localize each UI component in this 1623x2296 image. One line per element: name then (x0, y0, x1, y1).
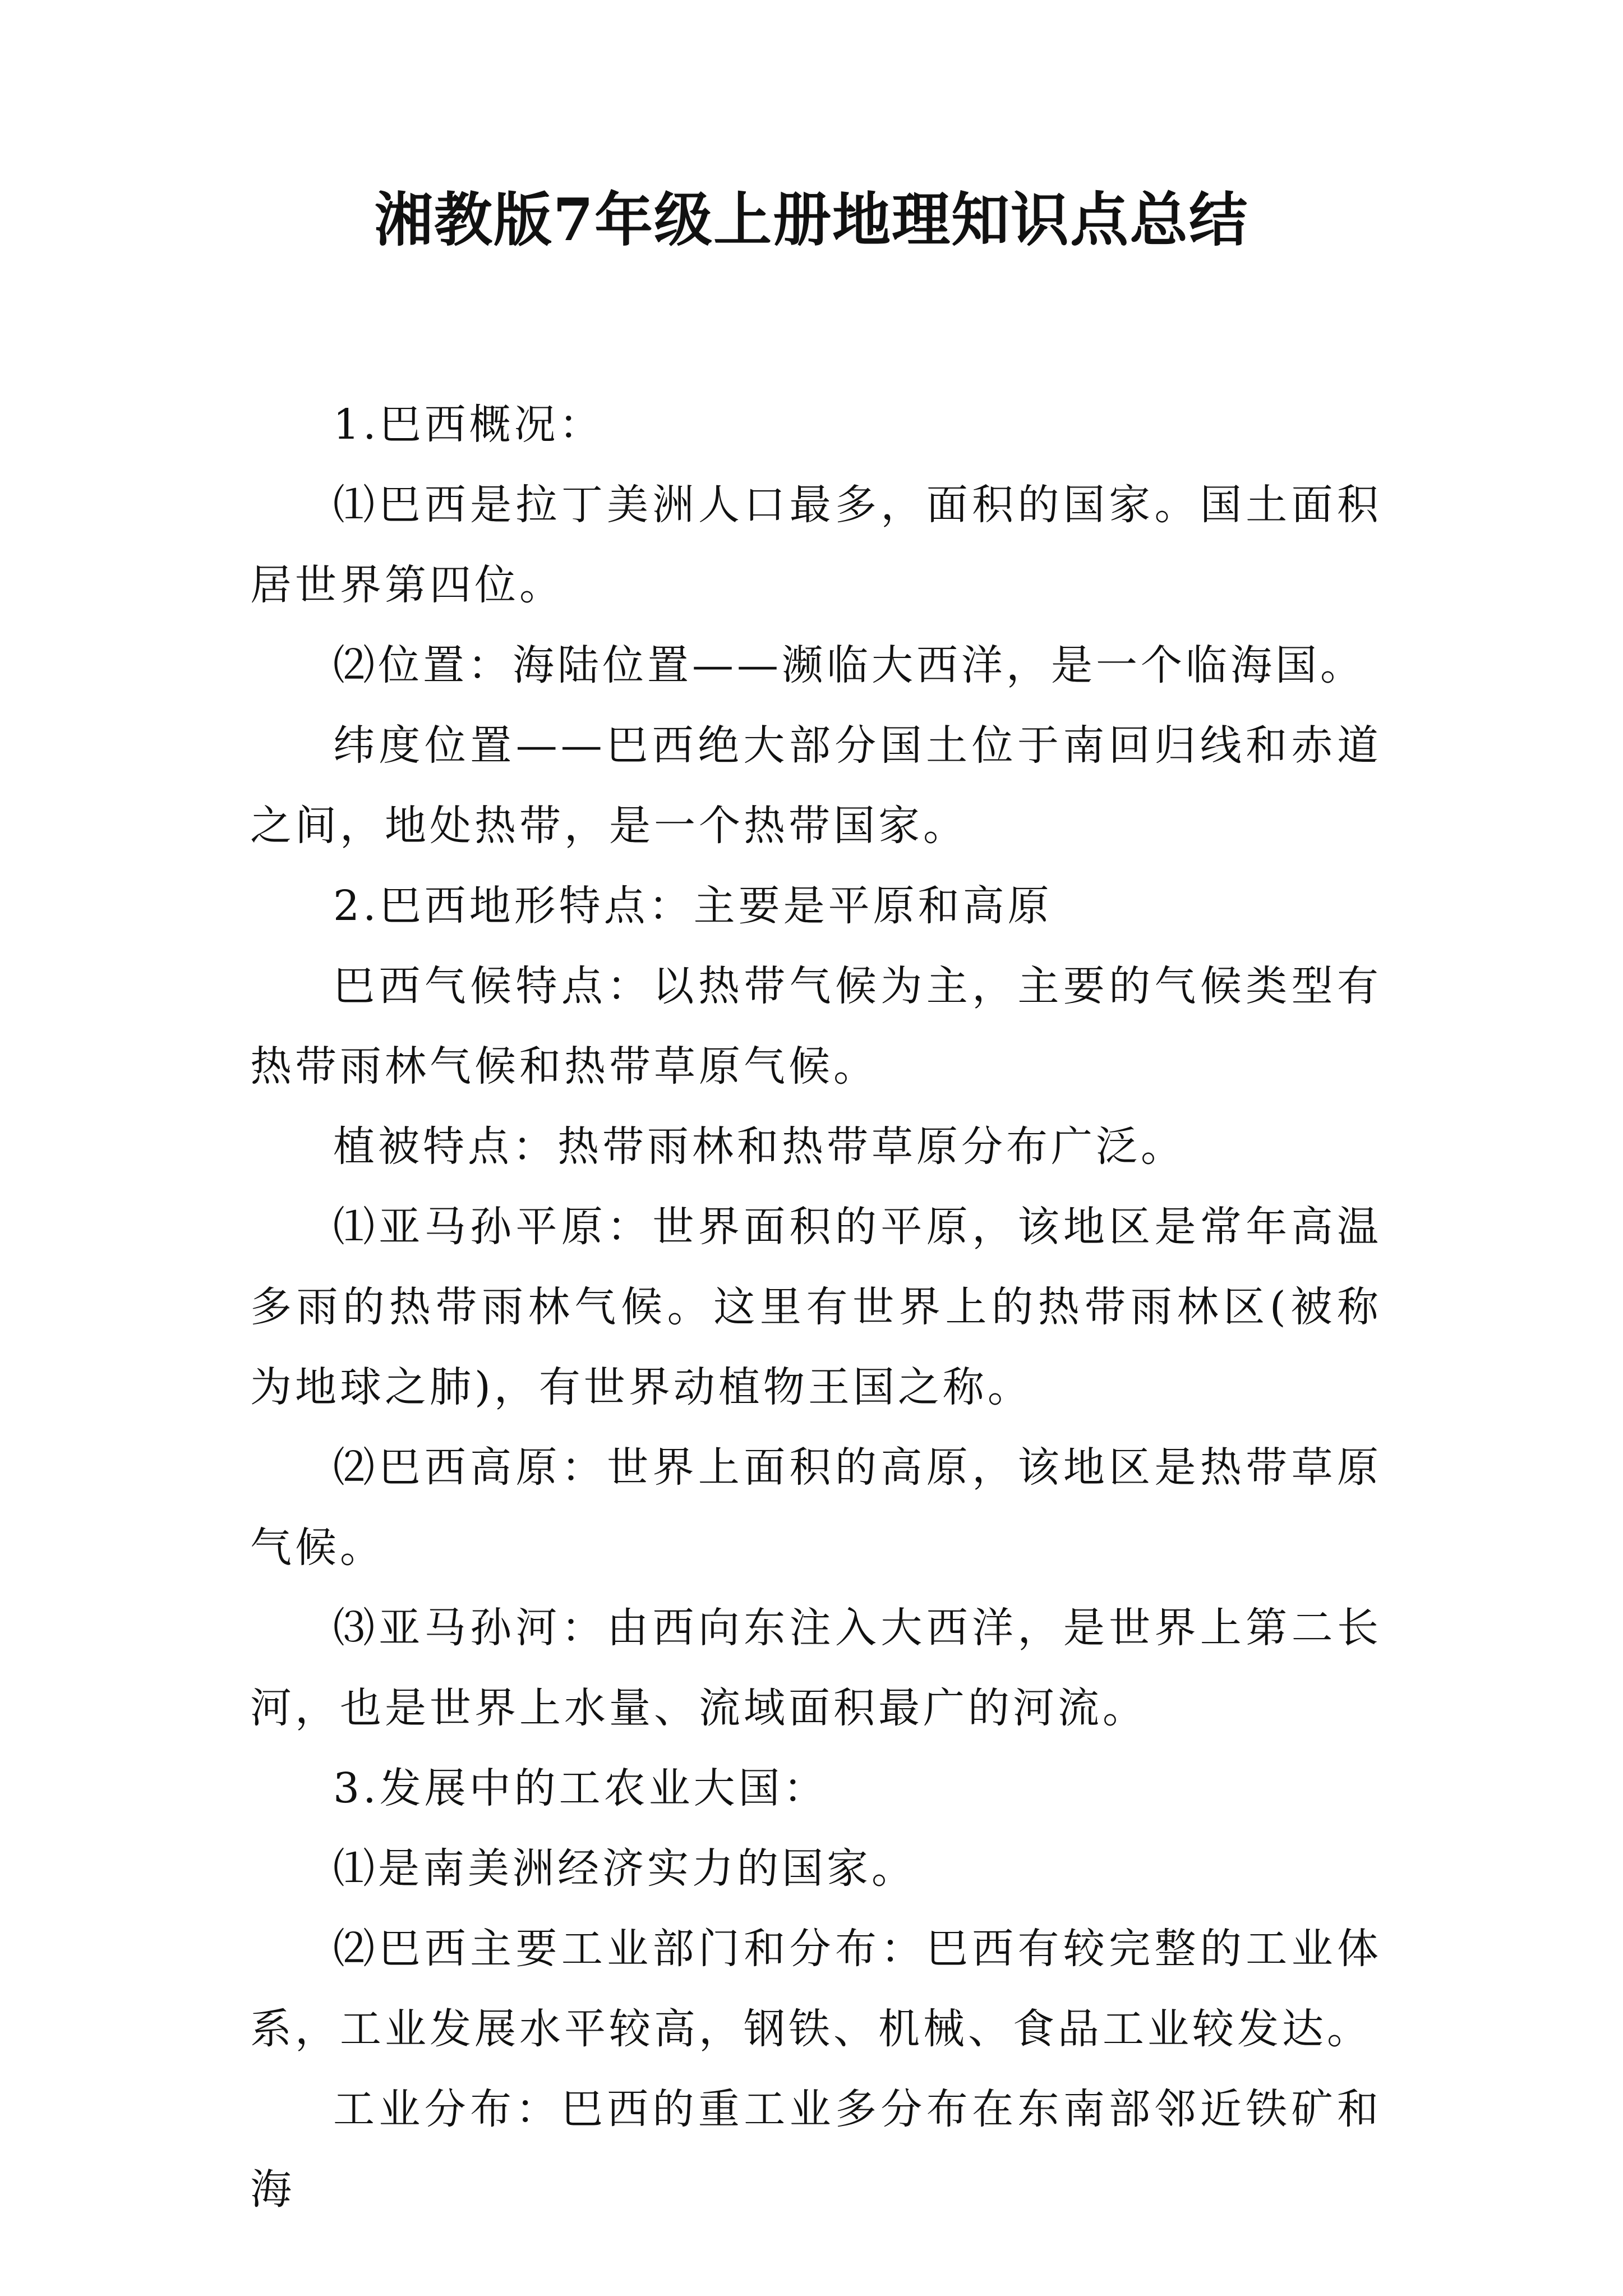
document-title: 湘教版7年级上册地理知识点总结 (374, 185, 1249, 254)
paragraph-vegetation-features: 植被特点：热带雨林和热带草原分布广泛。 (333, 1122, 1186, 1171)
paragraph-industry-agriculture-heading: 3.发展中的工农业大国： (333, 1764, 828, 1812)
paragraph-terrain-features: 2.巴西地形特点：主要是平原和高原 (333, 882, 1053, 930)
paragraph-climate-features: 巴西气候特点：以热带气候为主，主要的气候类型有热带雨林气候和热带草原气候。 (250, 962, 1382, 1091)
paragraph-brazil-overview-heading: 1.巴西概况： (333, 401, 604, 449)
paragraph-amazon-river: ⑶亚马孙河：由西向东注入大西洋，是世界上第二长河，也是世界上水量、流域面积最广的河流。 (250, 1604, 1382, 1732)
paragraph-sea-land-location: ⑵位置：海陆位置——濒临大西洋，是一个临海国。 (333, 641, 1365, 689)
paragraph-brazilian-plateau: ⑵巴西高原：世界上面积的高原，该地区是热带草原气候。 (250, 1443, 1382, 1572)
paragraph-amazon-plain: ⑴亚马孙平原：世界面积的平原，该地区是常年高温多雨的热带雨林气候。这里有世界上的热带雨林区(被称为地球之肺)，有世界动植物王国之称。 (250, 1203, 1382, 1411)
document-body (250, 385, 1382, 2230)
paragraph-latitude-location: 纬度位置——巴西绝大部分国土位于南回归线和赤道之间，地处热带，是一个热带国家。 (250, 721, 1382, 850)
paragraph-industrial-distribution: 工业分布：巴西的重工业多分布在东南部邻近铁矿和海 (250, 2085, 1382, 2214)
paragraph-industrial-sectors: ⑵巴西主要工业部门和分布：巴西有较完整的工业体系，工业发展水平较高，钢铁、机械、食品工业较发达。 (250, 1925, 1382, 2053)
paragraph-brazil-population-area: ⑴巴西是拉丁美洲人口最多，面积的国家。国土面积居世界第四位。 (250, 481, 1382, 609)
paragraph-economic-strength: ⑴是南美洲经济实力的国家。 (333, 1844, 916, 1893)
